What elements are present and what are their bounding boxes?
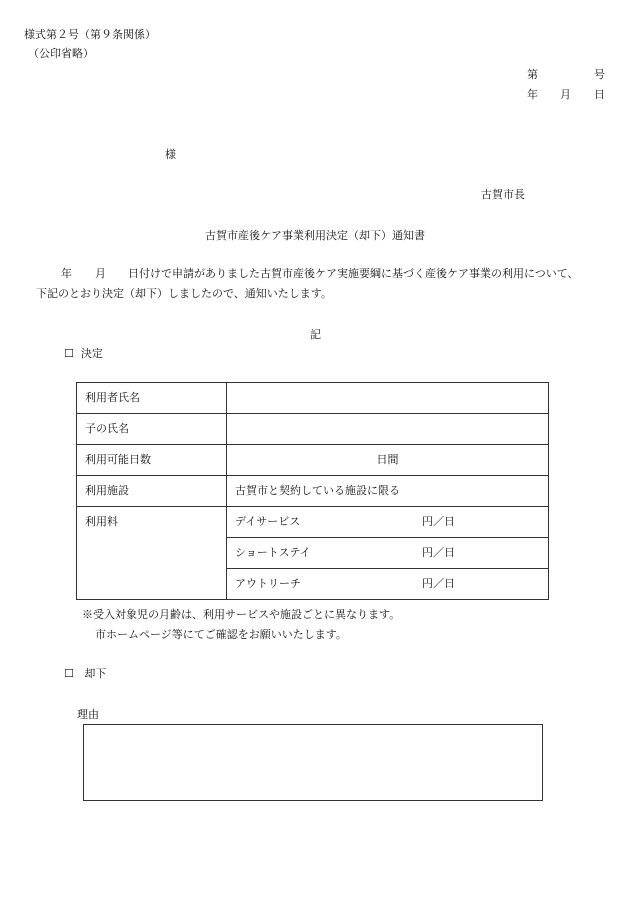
date-day: 日 [594,88,605,101]
fee-row-day[interactable] [227,507,549,538]
body-line1: 日付けで申請がありました古賀市産後ケア実施要綱に基づく産後ケア事業の利用について、 [128,267,579,280]
fee-service-day: デイサービス [235,515,301,529]
days-value[interactable] [227,445,549,476]
fee-label: 利用料 [77,507,227,600]
doc-number-prefix: 第 [527,68,538,81]
body-year: 年 [61,267,72,280]
note-line2: 市ホームページ等にてご確認をお願いいたします。 [95,628,347,641]
table-row [77,476,549,507]
user-name-label: 利用者氏名 [77,383,227,414]
fee-service-outreach: アウトリーチ [235,577,301,591]
decision-heading [64,347,103,360]
days-label: 利用可能日数 [77,445,227,476]
rejection-heading [64,667,106,680]
table-row [77,414,549,445]
child-name-label: 子の氏名 [77,414,227,445]
user-name-value[interactable] [227,383,549,414]
rejection-checkbox[interactable]: ☐ [64,667,74,680]
table-row [77,445,549,476]
sender-name: 古賀市長 [481,188,525,201]
facility-label: 利用施設 [77,476,227,507]
fee-unit-day: 円／日 [422,515,455,529]
form-number: 様式第２号（第９条関係） [24,28,156,41]
ki-heading: 記 [310,328,321,341]
fee-unit-short: 円／日 [422,546,455,560]
seal-omitted-note: （公印省略） [28,47,94,60]
fee-row-outreach[interactable] [227,569,549,600]
fee-service-short: ショートステイ [235,546,311,560]
decision-table [76,382,549,600]
date-year: 年 [527,88,538,101]
reason-box[interactable] [83,724,543,801]
rejection-label: 却下 [84,667,107,680]
child-name-value[interactable] [227,414,549,445]
body-line2: 下記のとおり決定（却下）しましたので、通知いたします。 [36,287,332,300]
facility-value: 古賀市と契約している施設に限る [227,476,549,507]
note-line1: ※受入対象児の月齢は、利用サービスや施設ごとに異なります。 [82,608,401,621]
fee-row-short[interactable] [227,538,549,569]
table-row [77,507,549,538]
fee-unit-outreach: 円／日 [422,577,455,591]
decision-label: 決定 [80,347,103,360]
date-month: 月 [560,88,571,101]
reason-label: 理由 [77,708,99,721]
doc-number-suffix: 号 [594,68,605,81]
recipient-honorific: 様 [165,148,176,161]
body-month: 月 [95,267,106,280]
days-unit: 日間 [376,453,399,467]
table-row [77,383,549,414]
document-title: 古賀市産後ケア事業利用決定（却下）通知書 [205,229,425,242]
decision-checkbox[interactable]: ☐ [64,347,74,360]
